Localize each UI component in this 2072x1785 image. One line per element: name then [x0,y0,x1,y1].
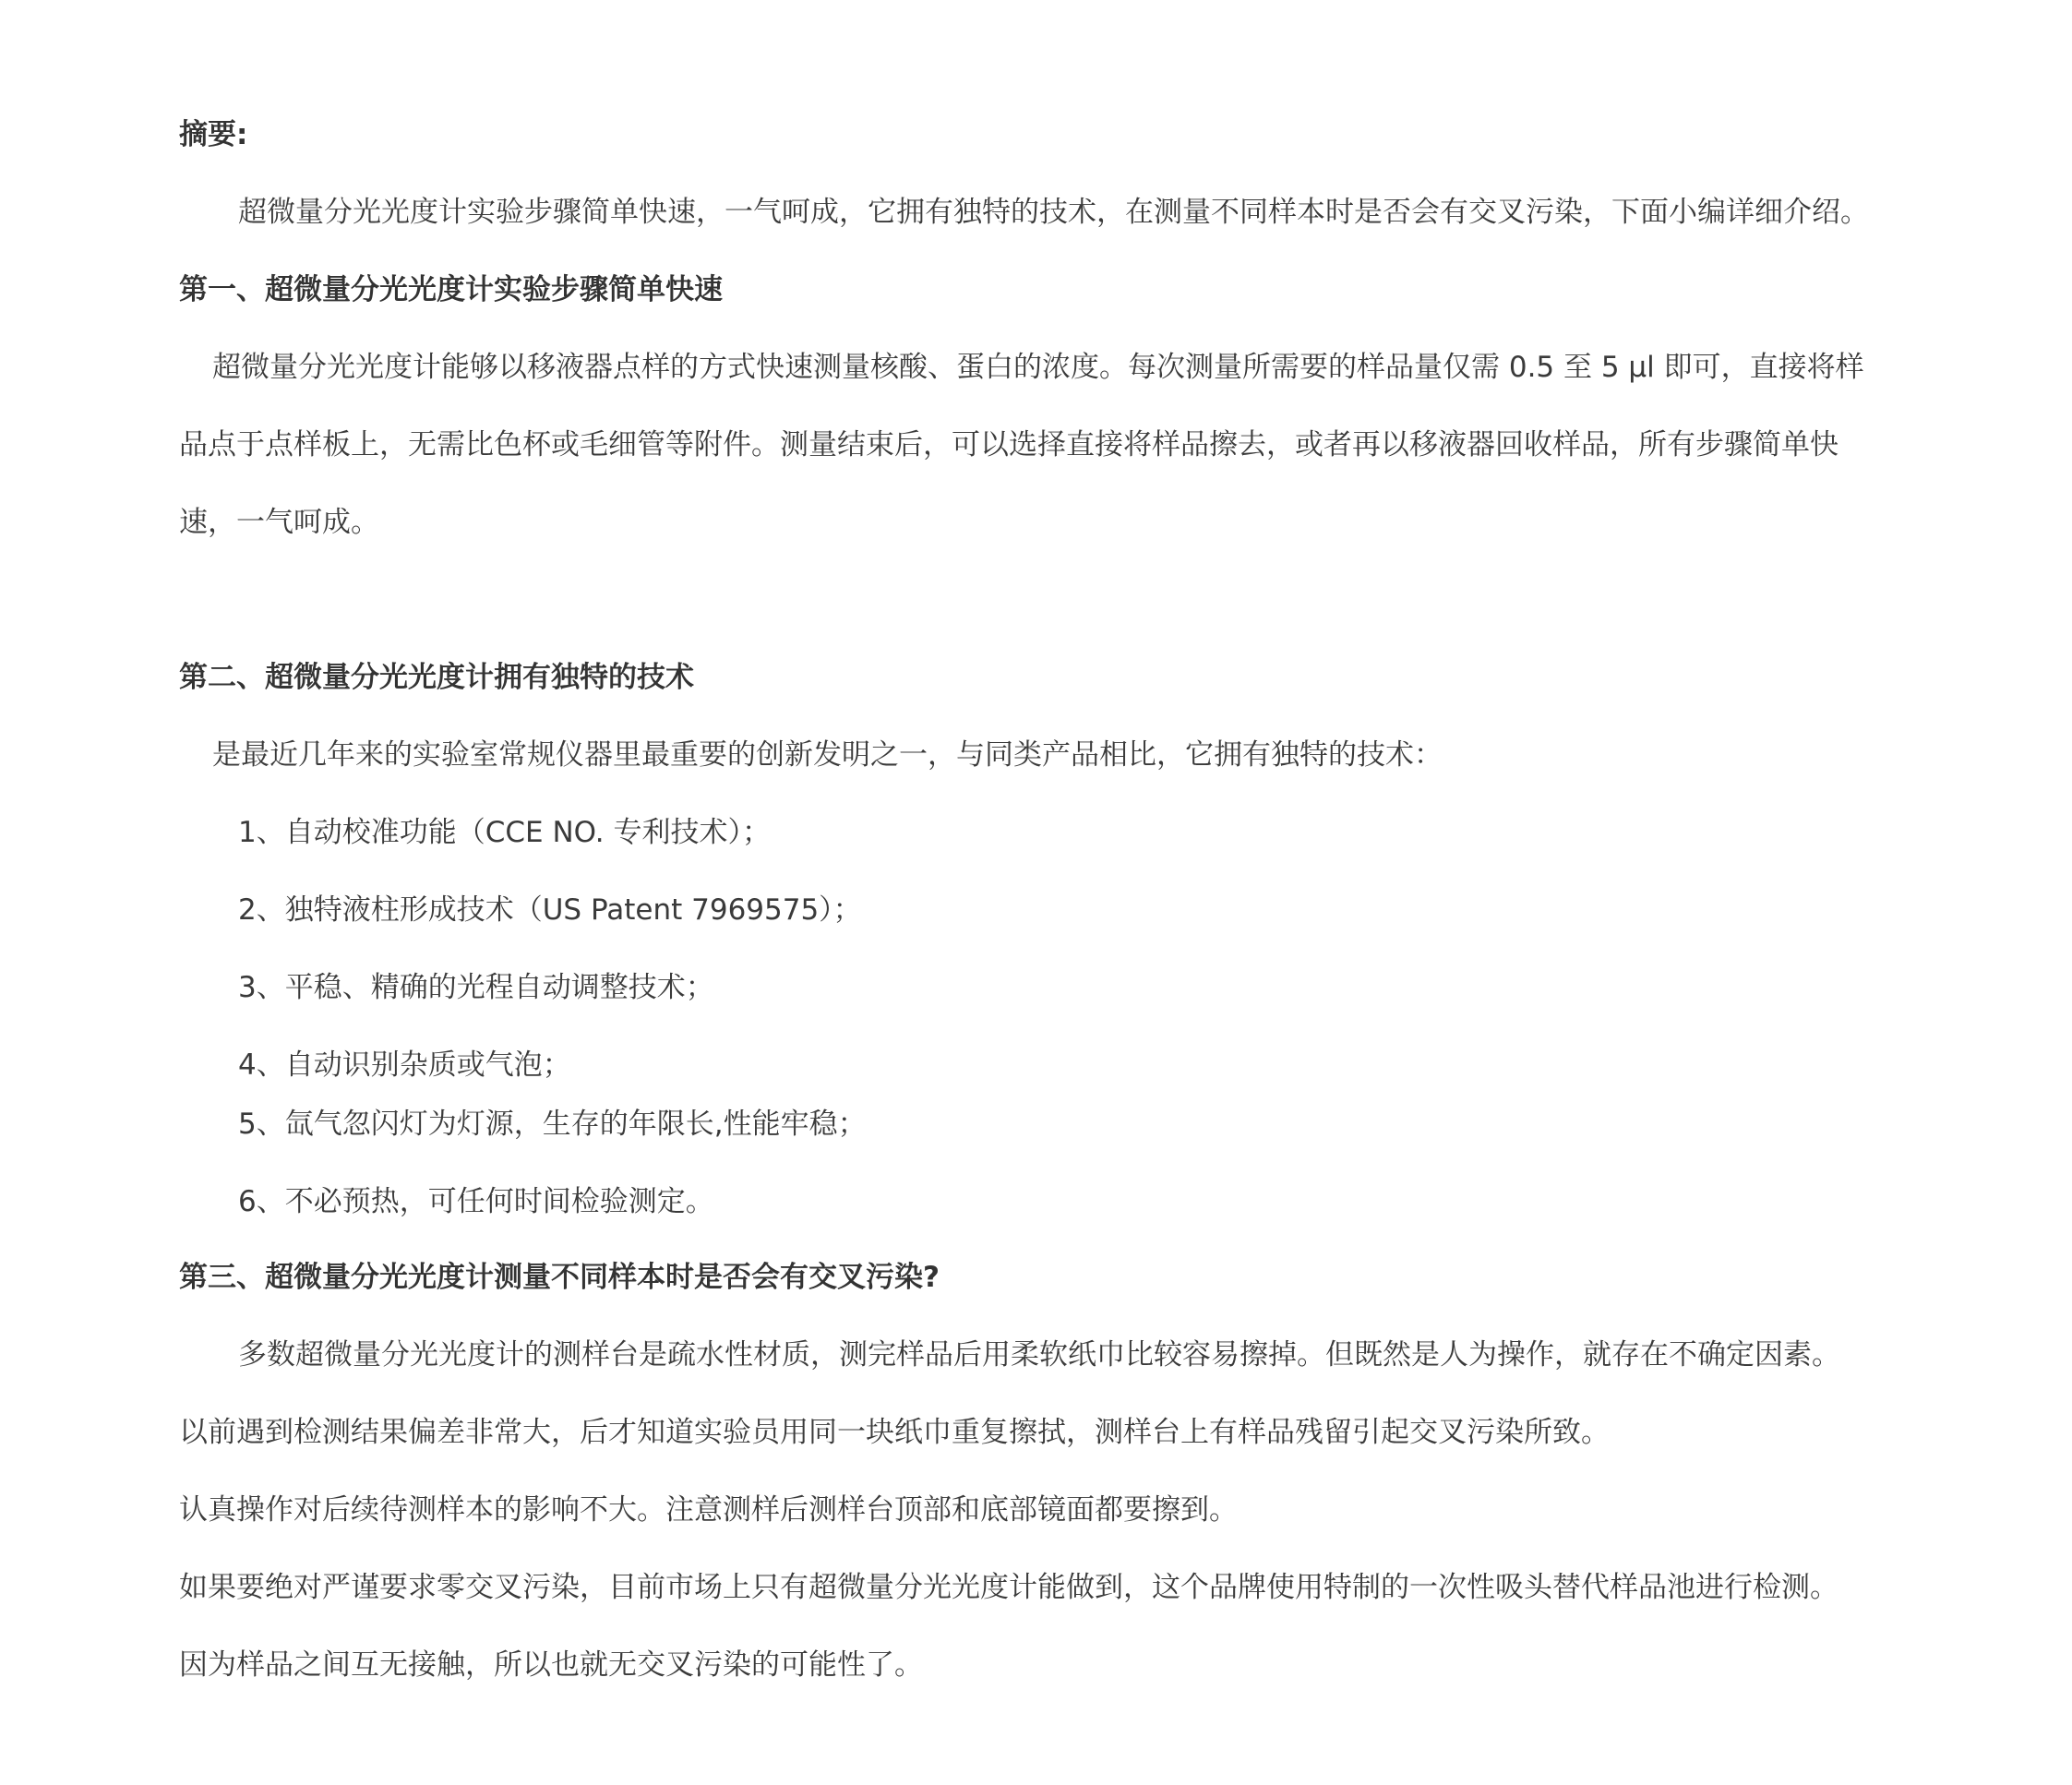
section1-line-1: 超微量分光光度计能够以移液器点样的方式快速测量核酸、蛋白的浓度。每次测量所需要的样品量仅需 0.5 至 5 μl 即可，直接将样 [212,351,1864,384]
section3-heading: 第三、超微量分光光度计测量不同样本时是否会有交叉污染? [179,1261,940,1294]
section3-line-5: 因为样品之间互无接触，所以也就无交叉污染的可能性了。 [179,1648,923,1682]
section2-item-2: 2、独特液柱形成技术（US Patent 7969575）； [238,893,862,927]
section3-line-2: 以前遇到检测结果偏差非常大，后才知道实验员用同一块纸巾重复擦拭，测样台上有样品残留引起交叉污染所致。 [179,1416,1610,1449]
section3-line-3: 认真操作对后续待测样本的影响不大。注意测样后测样台顶部和底部镜面都要擦到。 [179,1493,1238,1527]
abstract-text: 超微量分光光度计实验步骤简单快速，一气呵成，它拥有独特的技术，在测量不同样本时是否会有交叉污染，下面小编详细介绍。 [238,196,1869,229]
section3-line-1: 多数超微量分光光度计的测样台是疏水性材质，测完样品后用柔软纸巾比较容易擦掉。但既然是人为操作，就存在不确定因素。 [238,1338,1840,1372]
section3-line-4: 如果要绝对严谨要求零交叉污染，目前市场上只有超微量分光光度计能做到，这个品牌使用特制的一次性吸头替代样品池进行检测。 [179,1571,1838,1604]
section1-line-2: 品点于点样板上，无需比色杯或毛细管等附件。测量结束后，可以选择直接将样品擦去，或者再以移液器回收样品，所有步骤简单快 [179,428,1838,461]
section2-item-6: 6、不必预热，可任何时间检验测定。 [238,1185,714,1218]
section1-line-3: 速，一气呵成。 [179,506,379,539]
section2-intro: 是最近几年来的实验室常规仪器里最重要的创新发明之一，与同类产品相比，它拥有独特的技术： [212,738,1443,772]
section2-item-4: 4、自动识别杂质或气泡； [238,1048,571,1082]
section2-item-5: 5、氙气忽闪灯为灯源，生存的年限长,性能牢稳； [238,1108,867,1141]
section1-heading: 第一、超微量分光光度计实验步骤简单快速 [179,273,723,306]
section2-item-3: 3、平稳、精确的光程自动调整技术； [238,971,714,1004]
section2-item-1: 1、自动校准功能（CCE NO. 专利技术）； [238,816,771,849]
abstract-label: 摘要: [179,118,248,151]
section2-heading: 第二、超微量分光光度计拥有独特的技术 [179,661,694,694]
